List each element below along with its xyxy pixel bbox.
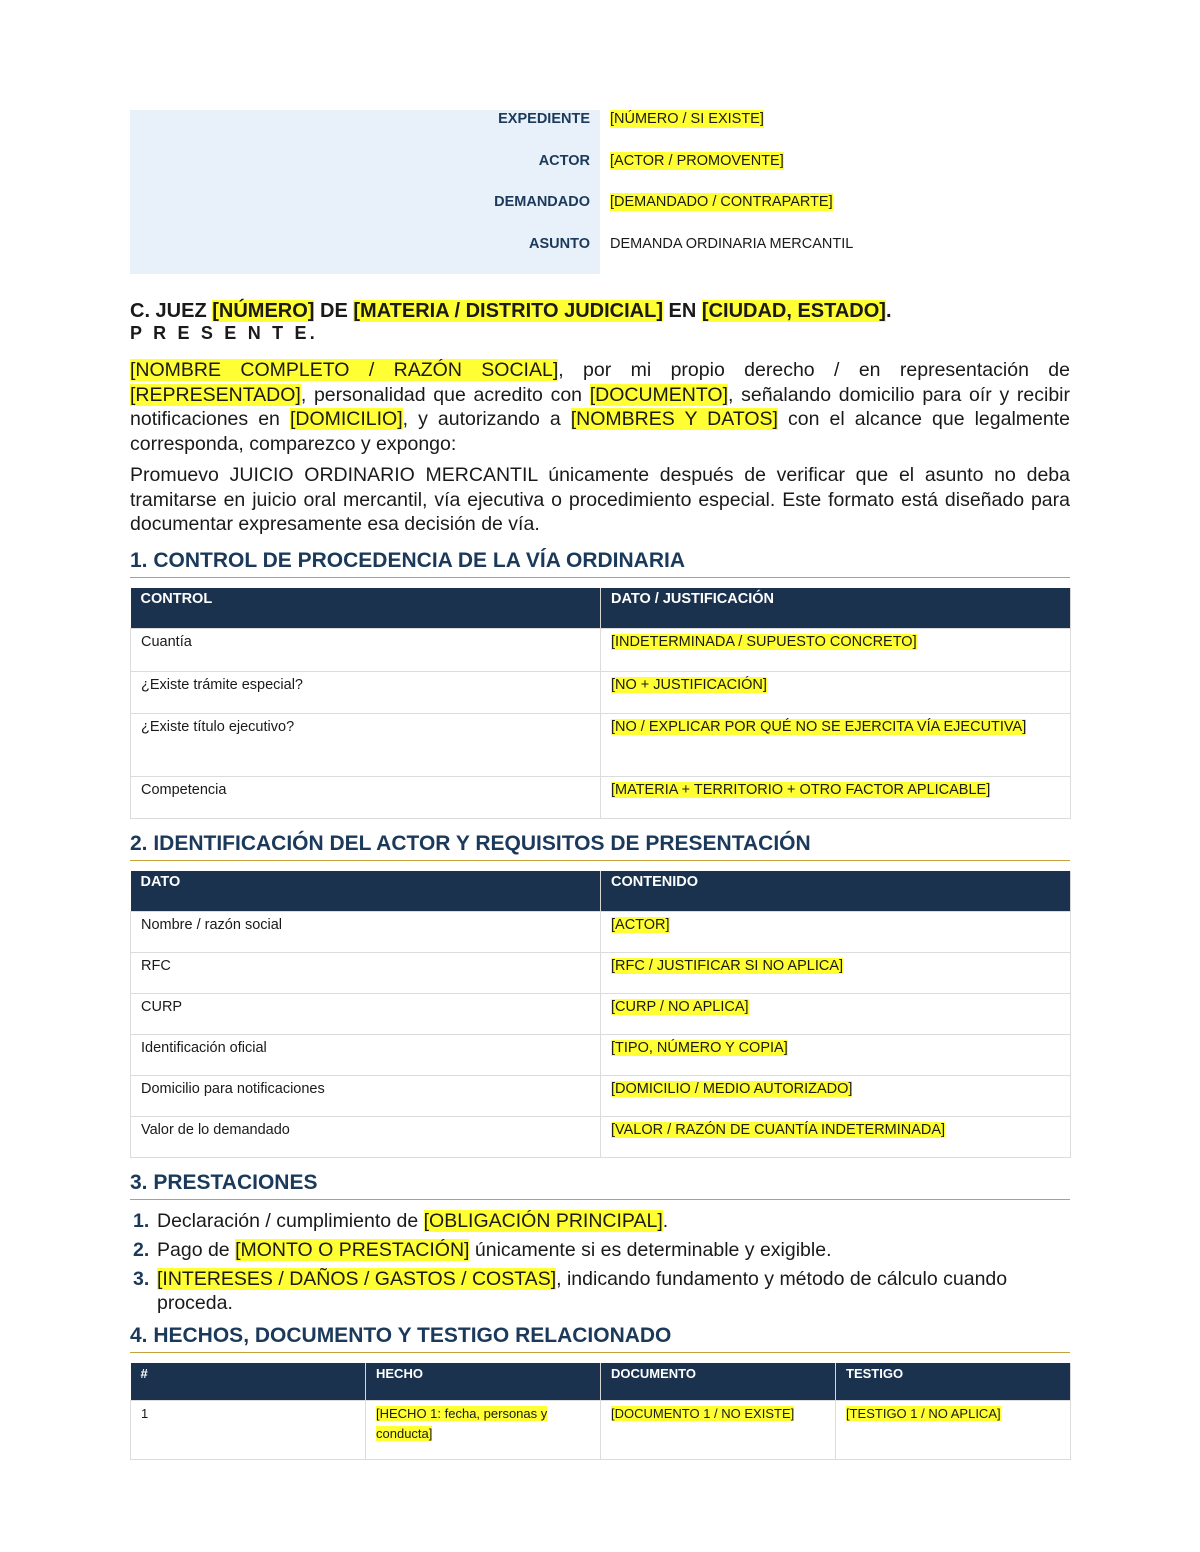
domicilio-placeholder: [DOMICILIO] [289,408,403,430]
demandado-value: [DEMANDADO / CONTRAPARTE] [610,194,833,210]
table-cell: CURP [131,993,601,1034]
placeholder-value: [INTERESES / DAÑOS / GASTOS / COSTAS] [157,1267,557,1290]
table-header: DATO [131,871,601,911]
table-cell [366,1401,601,1460]
placeholder-value: [NO / EXPLICAR POR QUÉ NO SE EJERCITA VÍA EJECUTIVA] [611,719,1027,735]
table-row [131,1116,1071,1157]
table-row [131,1401,1071,1460]
documento-placeholder: [DOCUMENTO] [589,383,728,406]
asunto-label: ASUNTO [529,235,590,252]
court-end: . [885,300,892,322]
case-header-box [130,110,1070,274]
table-cell: Competencia [131,777,601,819]
list-number: 1. [133,1209,150,1232]
intro-text-1: , por mi propio derecho / en representación de [558,359,1070,381]
table-header: # [131,1363,366,1401]
table-row [131,714,1071,777]
section-3 [130,1170,1070,1315]
table-header: DOCUMENTO [601,1363,836,1401]
court-prefix: C. JUEZ [130,300,213,322]
court-number-placeholder: [NÚMERO] [212,300,315,322]
list-text: . [662,1209,669,1232]
case-header-labels [130,110,600,274]
control-table [130,588,1071,820]
list-text: Pago de [157,1238,236,1261]
table-cell: RFC [131,952,601,993]
nombres-placeholder: [NOMBRES Y DATOS] [570,408,778,430]
demandado-label: DEMANDADO [494,194,590,210]
table-cell: Cuantía [131,629,601,672]
intro-text-3: , señalando domicilio para oír y recibir notificaciones en [130,383,1070,430]
section-3-title: 3. PRESTACIONES [130,1170,1070,1200]
table-header: HECHO [366,1363,601,1401]
placeholder-value: [OBLIGACIÓN PRINCIPAL] [423,1209,663,1232]
table-cell [601,952,1071,993]
list-text: Declaración / cumplimiento de [157,1209,424,1232]
table-cell [601,1116,1071,1157]
table-cell [601,1075,1071,1116]
table-row [131,777,1071,819]
placeholder-value: [RFC / JUSTIFICAR SI NO APLICA] [611,957,844,974]
section-1-title: 1. CONTROL DE PROCEDENCIA DE LA VÍA ORDINARIA [130,548,1070,578]
list-item [130,1238,1070,1262]
table-header: CONTROL [131,588,601,629]
table-header: TESTIGO [836,1363,1071,1401]
case-header-values [600,110,1070,274]
placeholder-value: [MONTO O PRESTACIÓN] [235,1238,470,1261]
table-cell [601,993,1071,1034]
section-2-title: 2. IDENTIFICACIÓN DEL ACTOR Y REQUISITOS DE PRESENTACIÓN [130,831,1070,861]
table-row [131,993,1071,1034]
intro-paragraph [130,358,1070,456]
placeholder-value: [TIPO, NÚMERO Y COPIA] [611,1039,788,1056]
asunto-value: DEMANDA ORDINARIA MERCANTIL [610,235,854,252]
court-address [130,298,1070,324]
court-de: DE [314,300,354,322]
placeholder-value: [NO + JUSTIFICACIÓN] [611,677,767,693]
expediente-label: EXPEDIENTE [498,111,590,127]
placeholder-value: [INDETERMINADA / SUPUESTO CONCRETO] [611,634,917,650]
table-cell: Identificación oficial [131,1034,601,1075]
placeholder-value: [TESTIGO 1 / NO APLICA] [846,1406,1001,1421]
table-cell: Valor de lo demandado [131,1116,601,1157]
intro-text-2: , personalidad que acredito con [300,383,590,406]
placeholder-value: [CURP / NO APLICA] [611,998,749,1015]
document-content [130,110,1070,1460]
table-row [131,1075,1071,1116]
table-row [131,629,1071,672]
intro-text-4: , y autorizando a [402,408,571,430]
table-cell [601,777,1071,819]
list-number: 3. [133,1267,150,1290]
table-cell [836,1401,1071,1460]
table-cell: 1 [131,1401,366,1460]
intro-text-5: con el alcance que legalmente corresponda, comparezco y expongo: [130,408,1070,455]
court-city-placeholder: [CIUDAD, ESTADO] [701,300,886,322]
section-1 [130,548,1070,820]
list-text: , indicando fundamento y método de cálculo cuando proceda. [157,1267,1008,1314]
table-cell [601,1401,836,1460]
table-cell [601,911,1071,952]
table-row [131,672,1071,714]
actor-data-table [130,871,1071,1158]
table-cell [601,629,1071,672]
section-4 [130,1323,1070,1461]
table-header: CONTENIDO [601,871,1071,911]
representado-placeholder: [REPRESENTADO] [130,383,301,406]
table-cell [601,714,1071,777]
list-text: únicamente si es determinable y exigible. [469,1238,832,1261]
table-cell [601,1034,1071,1075]
placeholder-value: [HECHO 1: fecha, personas y conducta] [376,1406,548,1441]
placeholder-value: [VALOR / RAZÓN DE CUANTÍA INDETERMINADA] [611,1121,946,1138]
placeholder-value: [DOMICILIO / MEDIO AUTORIZADO] [611,1080,853,1097]
table-row [131,911,1071,952]
table-cell [601,672,1071,714]
actor-value: [ACTOR / PROMOVENTE] [610,152,784,169]
table-row [131,952,1071,993]
table-row [131,1034,1071,1075]
expediente-value: [NÚMERO / SI EXISTE] [610,111,764,127]
court-materia-placeholder: [MATERIA / DISTRITO JUDICIAL] [353,300,663,322]
list-item [130,1267,1070,1315]
promuevo-paragraph: Promuevo JUICIO ORDINARIO MERCANTIL únicamente después de verificar que el asunto no deba tramitarse en juicio oral mercantil, vía ejecutiva o procedimiento especial. Este formato está diseñado para documentar expresamente esa decisión de vía. [130,464,1070,535]
list-number: 2. [133,1238,150,1261]
section-4-title: 4. HECHOS, DOCUMENTO Y TESTIGO RELACIONADO [130,1323,1070,1353]
placeholder-value: [MATERIA + TERRITORIO + OTRO FACTOR APLICABLE] [611,782,991,798]
table-cell: Domicilio para notificaciones [131,1075,601,1116]
placeholder-value: [ACTOR] [611,916,670,933]
table-cell: ¿Existe título ejecutivo? [131,714,601,777]
hechos-table [130,1363,1071,1461]
section-2 [130,831,1070,1158]
prestaciones-list [130,1209,1070,1315]
list-item [130,1209,1070,1233]
presente-heading: P R E S E N T E. [130,323,318,343]
actor-label: ACTOR [538,152,590,169]
court-en: EN [663,300,702,322]
table-cell: Nombre / razón social [131,911,601,952]
table-cell: ¿Existe trámite especial? [131,672,601,714]
placeholder-value: [DOCUMENTO 1 / NO EXISTE] [611,1406,795,1421]
name-placeholder: [NOMBRE COMPLETO / RAZÓN SOCIAL] [130,359,559,381]
table-header: DATO / JUSTIFICACIÓN [601,588,1071,629]
